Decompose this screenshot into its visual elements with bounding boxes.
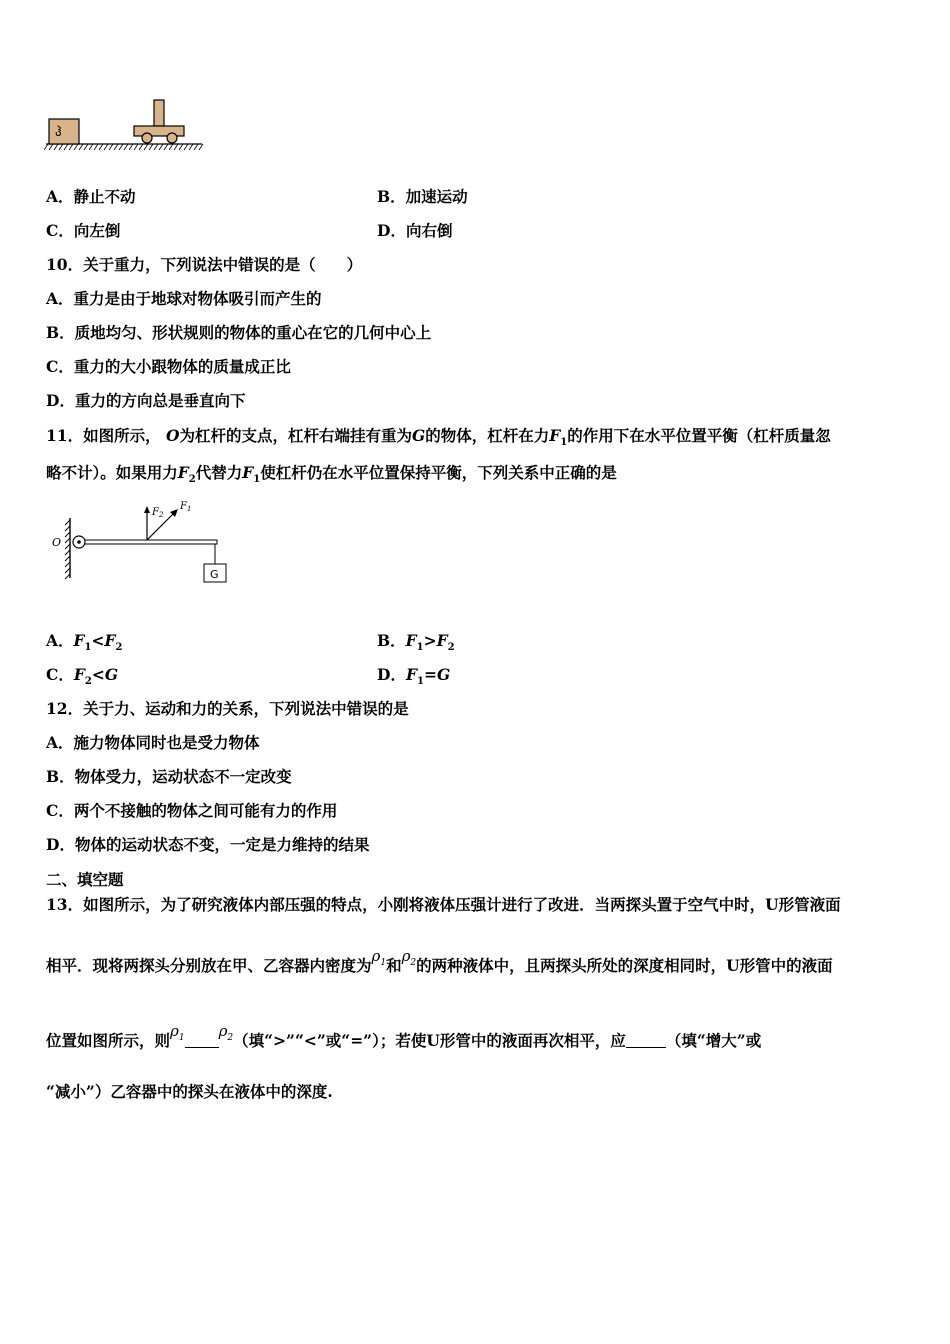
lever-figure xyxy=(48,498,238,590)
q10-stem: 10．关于重力，下列说法中错误的是（ ） xyxy=(46,255,363,274)
q13-line3: 位置如图所示，则$\rho_1$ $\rho_2$（填“>”“<”或“=”）；若使U形管中的液面再次相平，应 （填“增大”或 xyxy=(46,1022,762,1050)
f2-label: $F_2$ xyxy=(152,507,164,519)
q11-option-a: A．$F_1<F_2$ xyxy=(46,631,123,654)
rho1-symbol: $\rho_1$ xyxy=(371,947,387,968)
q10-option-b: B．质地均匀、形状规则的物体的重心在它的几何中心上 xyxy=(46,323,432,342)
q9-option-a: A．静止不动 xyxy=(46,187,136,206)
pivot-label: O xyxy=(52,536,62,549)
q11-option-c: C．$F_2<G$ xyxy=(46,665,119,688)
box-cart-figure xyxy=(44,97,206,155)
q12-option-b: B．物体受力，运动状态不一定改变 xyxy=(46,767,292,786)
cart-body xyxy=(134,126,184,136)
q9-option-d: D．向右倒 xyxy=(377,221,453,240)
q10-option-d: D．重力的方向总是垂直向下 xyxy=(46,391,246,410)
q11-option-b: B．$F_1>F_2$ xyxy=(377,631,455,654)
q12-stem: 12．关于力、运动和力的关系，下列说法中错误的是 xyxy=(46,699,409,718)
q12-option-d: D．物体的运动状态不变，一定是力维持的结果 xyxy=(46,835,370,854)
rho1-symbol: $\rho_1$ xyxy=(170,1022,185,1043)
answer-blank-1[interactable] xyxy=(185,1033,219,1048)
q12-option-c: C．两个不接触的物体之间可能有力的作用 xyxy=(46,801,338,820)
rho2-symbol: $\rho_2$ xyxy=(401,947,417,968)
q10-option-c: C．重力的大小跟物体的质量成正比 xyxy=(46,357,291,376)
q9-option-c: C．向左倒 xyxy=(46,221,121,240)
q11-stem-line1: 11．如图所示， O为杠杆的支点，杠杆右端挂有重为G的物体，杠杆在力$F_1$的作用下在水平位置平衡（杠杆质量忽 xyxy=(46,426,831,449)
q11-stem-line2: 略不计）。如果用力$F_2$代替力$F_1$使杠杆仍在水平位置保持平衡，下列关系中正确的是 xyxy=(46,463,617,486)
q10-option-a: A．重力是由于地球对物体吸引而产生的 xyxy=(46,289,322,308)
q11-option-d: D．$F_1=G$ xyxy=(377,665,451,688)
lever-bar xyxy=(85,540,217,544)
q13-line4: “减小”）乙容器中的探头在液体中的深度. xyxy=(46,1082,333,1101)
cart-wheel-right xyxy=(167,133,177,143)
wooden-box xyxy=(49,119,79,144)
weight-label: G xyxy=(210,568,219,581)
cart-wheel-left xyxy=(142,133,152,143)
answer-blank-2[interactable] xyxy=(626,1033,666,1048)
q13-line1: 13．如图所示，为了研究液体内部压强的特点，小刚将液体压强计进行了改进．当两探头置于空气中时，U形管液面 xyxy=(46,895,841,914)
f1-label: $F_1$ xyxy=(180,501,192,513)
section-heading: 二、填空题 xyxy=(46,870,124,889)
cart-block xyxy=(154,100,164,126)
box-mark: ჰ xyxy=(55,125,62,140)
q12-option-a: A．施力物体同时也是受力物体 xyxy=(46,733,260,752)
q13-line2: 相平．现将两探头分别放在甲、乙容器内密度为$\rho_1$和$\rho_2$的两种液体中，且两探头所处的深度相同时，U形管中的液面 xyxy=(46,947,833,975)
q9-option-b: B．加速运动 xyxy=(377,187,468,206)
rho2-symbol: $\rho_2$ xyxy=(218,1022,234,1043)
